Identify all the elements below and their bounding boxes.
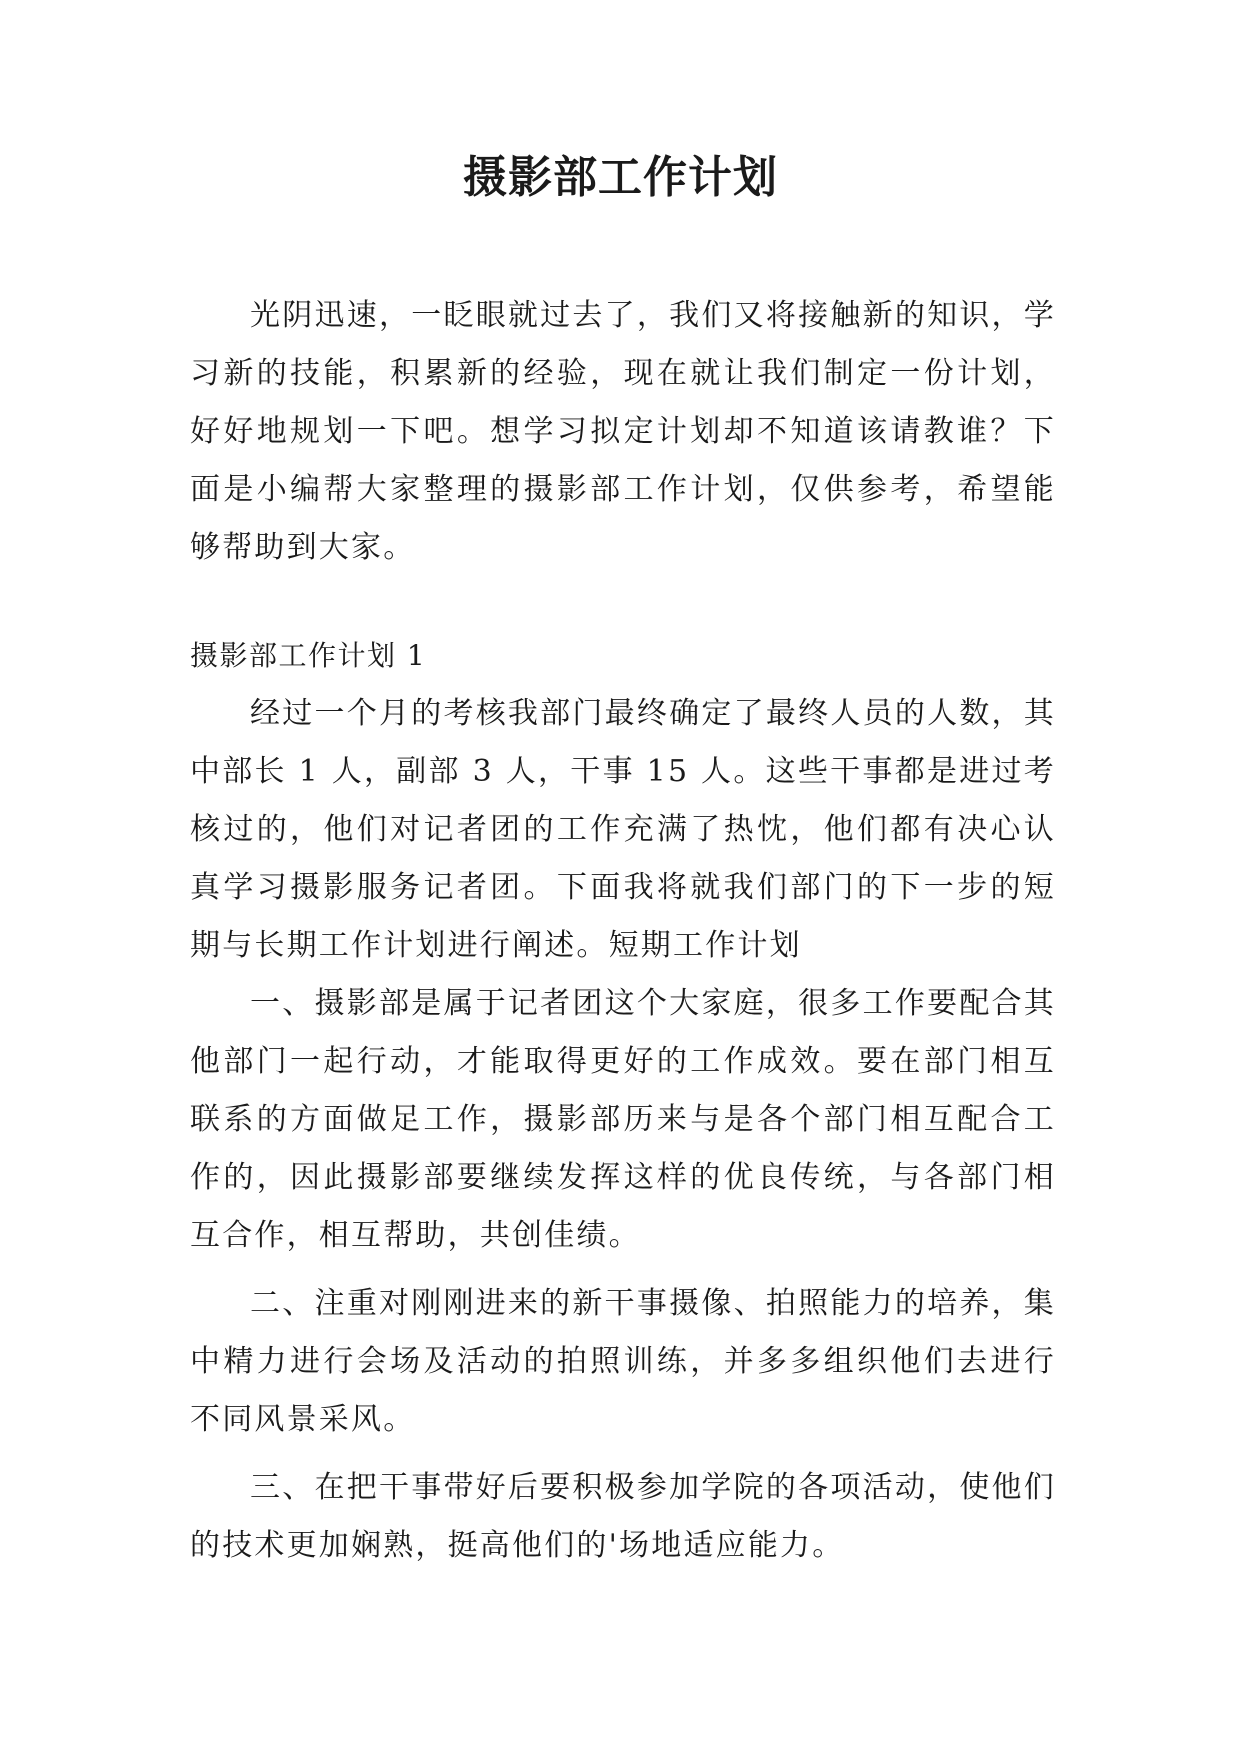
section-spacer [190, 577, 1056, 627]
paragraph-gap [190, 1449, 1056, 1459]
paragraph-gap [190, 1265, 1056, 1275]
body-paragraph: 三、在把干事带好后要积极参加学院的各项活动，使他们的技术更加娴熟，挺高他们的'场地适应能力。 [190, 1470, 1056, 1563]
document-title: 摄影部工作计划 [463, 152, 778, 203]
body-paragraph: 二、注重对刚刚进来的新干事摄像、拍照能力的培养，集中精力进行会场及活动的拍照训练，并多多组织他们去进行不同风景采风。 [190, 1286, 1056, 1437]
document-body [190, 287, 1056, 1575]
body-paragraph: 一、摄影部是属于记者团这个大家庭，很多工作要配合其他部门一起行动，才能取得更好的工作成效。要在部门相互联系的方面做足工作，摄影部历来与是各个部门相互配合工作的，因此摄影部要继续发挥这样的优良传统，与各部门相互合作，相互帮助，共创佳绩。 [190, 986, 1056, 1253]
section-heading: 摄影部工作计划 1 [190, 639, 427, 672]
body-paragraph: 经过一个月的考核我部门最终确定了最终人员的人数，其中部长 1 人，副部 3 人，干事 15 人。这些干事都是进过考核过的，他们对记者团的工作充满了热忱，他们都有决心认真学习摄影服务记者团。下面我将就我们部门的下一步的短期与长期工作计划进行阐述。短期工作计划 [190, 696, 1056, 963]
intro-paragraph: 光阴迅速，一眨眼就过去了，我们又将接触新的知识，学习新的技能，积累新的经验，现在就让我们制定一份计划，好好地规划一下吧。想学习拟定计划却不知道该请教谁？下面是小编帮大家整理的摄影部工作计划，仅供参考，希望能够帮助到大家。 [190, 298, 1056, 565]
